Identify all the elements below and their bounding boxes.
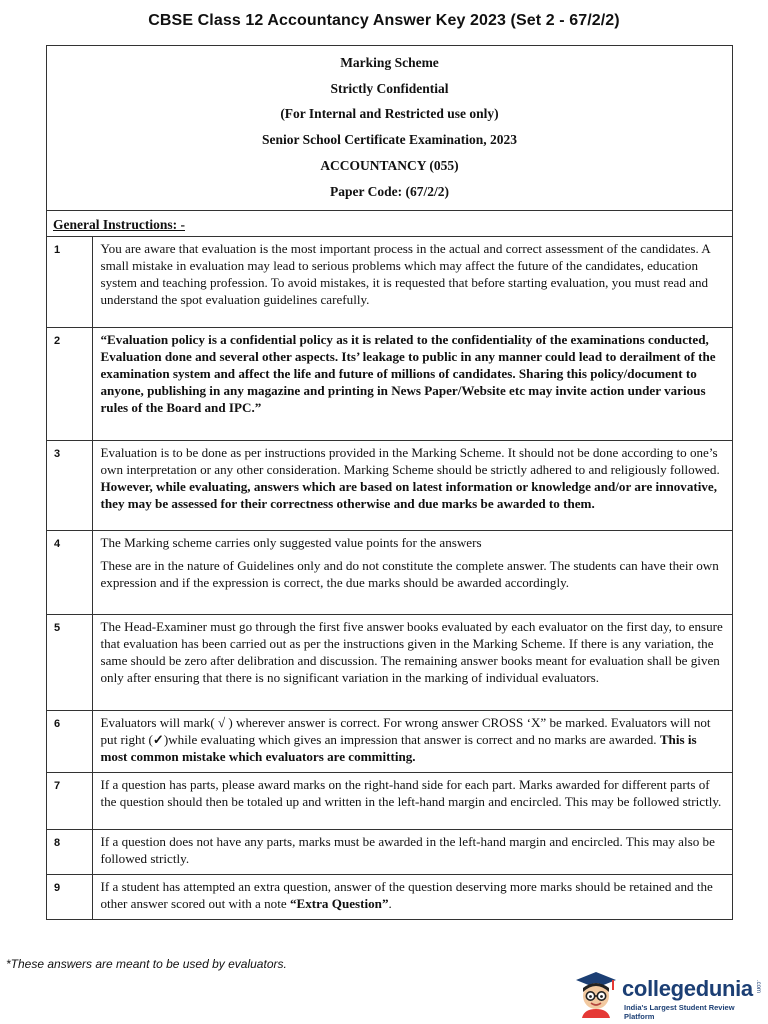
instruction-number: 3 — [47, 440, 92, 530]
instruction-number: 5 — [47, 614, 92, 710]
instruction-paragraph: If a question does not have any parts, marks must be awarded in the left-hand margin and encircled. This may also be followed strictly. — [100, 833, 715, 866]
instruction-paragraph: “Evaluation policy is a confidential policy as it is related to the confidentiality of the examinations conducted, Evaluation done and several other aspects. Its’ leakage to public in any manner could lead to derailment of the examination system and affect the life and future of millions of candidates. Sharing this policy/document to anyone, publishing in any magazine and printing in News Paper/Website etc may invite action under various rules of the Board and IPC.” — [100, 331, 716, 415]
instruction-number: 2 — [47, 327, 92, 440]
instruction-text — [92, 614, 732, 710]
header-line-paper-code: Paper Code: (67/2/2) — [330, 183, 449, 199]
instruction-number: 1 — [47, 237, 92, 327]
instruction-text — [92, 327, 732, 440]
instruction-paragraph-second: These are in the nature of Guidelines only and do not constitute the complete answer. The students can have their own expression and if the expression is correct, the due marks should be awarded accordingly. — [100, 557, 719, 590]
header-line-restricted-use: (For Internal and Restricted use only) — [280, 106, 499, 122]
instruction-paragraph: You are aware that evaluation is the most important process in the actual and correct assessment of the candidates. A small mistake in evaluation may lead to serious problems which may affect the future of the candidates, education system and teaching profession. To avoid mistakes, it is requested that before starting evaluation, you must read and understand the spot evaluation guidelines carefully. — [100, 241, 711, 308]
brand-name: collegedunia — [622, 976, 753, 1001]
instruction-row — [47, 829, 732, 874]
instruction-text — [92, 237, 732, 327]
instruction-paragraph: The Marking scheme carries only suggested value points for the answers — [100, 534, 482, 550]
instruction-number: 4 — [47, 530, 92, 614]
instruction-number: 9 — [47, 874, 92, 919]
instruction-paragraph: Evaluators will mark( √ ) wherever answer is correct. For wrong answer CROSS ‘X” be marked. Evaluators will not put right ( — [100, 714, 711, 747]
header-line-subject: ACCOUNTANCY (055) — [320, 157, 459, 173]
instruction-row — [47, 327, 732, 440]
instruction-text — [92, 710, 732, 772]
instruction-text — [92, 772, 732, 829]
instruction-paragraph-end: . — [388, 895, 392, 911]
instruction-row — [47, 237, 732, 327]
instruction-text — [92, 440, 732, 530]
instruction-text — [92, 530, 732, 614]
instruction-paragraph: If a question has parts, please award marks on the right-hand side for each part. Marks awarded for different parts of the question should then be totaled up and written in the left-hand margin and encircled. This may be followed strictly. — [100, 776, 722, 809]
instruction-number: 8 — [47, 829, 92, 874]
scheme-header — [47, 46, 732, 211]
instruction-emphasis: “Extra Question” — [289, 895, 389, 911]
instruction-text — [92, 874, 732, 919]
brand-domain: .com — [755, 980, 761, 994]
instruction-paragraph: Evaluation is to be done as per instructions provided in the Marking Scheme. It should not be done according to one’s own interpretation or any other consideration. Marking Scheme should be strictly adhered to and religiously followed. — [100, 444, 720, 477]
instruction-row — [47, 530, 732, 614]
instruction-row — [47, 772, 732, 829]
instruction-paragraph: The Head-Examiner must go through the first five answer books evaluated by each evaluator on the first day, to ensure that evaluation has been carried out as per the instructions given in the Marking Scheme. If there is any variation, the same should be zero after delibration and discussion. The remaining answer books meant for evaluation shall be given only after ensuring that there is no significant variation in the marking of individual evaluators. — [100, 618, 723, 685]
header-line-marking-scheme: Marking Scheme — [340, 55, 439, 70]
instruction-row — [47, 710, 732, 772]
instruction-paragraph-continued: )while evaluating which gives an impression that answer is correct and no marks are awarded. — [163, 731, 660, 747]
instruction-emphasis: This is most common mistake which evaluators are committing. — [100, 731, 697, 764]
instruction-paragraph: If a student has attempted an extra question, answer of the question deserving more marks should be retained and the other answer scored out with a note — [100, 878, 713, 911]
header-line-examination: Senior School Certificate Examination, 2023 — [261, 132, 518, 148]
instruction-row — [47, 440, 732, 530]
header-line-confidential: Strictly Confidential — [330, 80, 449, 96]
instruction-emphasis: However, while evaluating, answers which are based on latest information or knowledge and/or are innovative, they may be assessed for their correctness otherwise and due marks be awarded to them. — [100, 478, 718, 511]
brand-tagline: India's Largest Student Review Platform — [624, 1003, 735, 1021]
instruction-text — [92, 829, 732, 874]
student-mascot-icon — [572, 966, 622, 1018]
general-instructions-heading: General Instructions: - — [47, 211, 732, 237]
evaluator-footnote: *These answers are meant to be used by evaluators. — [6, 957, 287, 971]
marking-scheme-sheet — [46, 45, 733, 920]
instructions-table — [47, 237, 732, 919]
instruction-number: 6 — [47, 710, 92, 772]
collegedunia-logo — [572, 966, 764, 1021]
instruction-row — [47, 874, 732, 919]
instruction-number: 7 — [47, 772, 92, 829]
instruction-row — [47, 614, 732, 710]
page-title: CBSE Class 12 Accountancy Answer Key 2023 (Set 2 - 67/2/2) — [148, 12, 620, 29]
tick-mark-icon: ✓ — [152, 731, 164, 747]
